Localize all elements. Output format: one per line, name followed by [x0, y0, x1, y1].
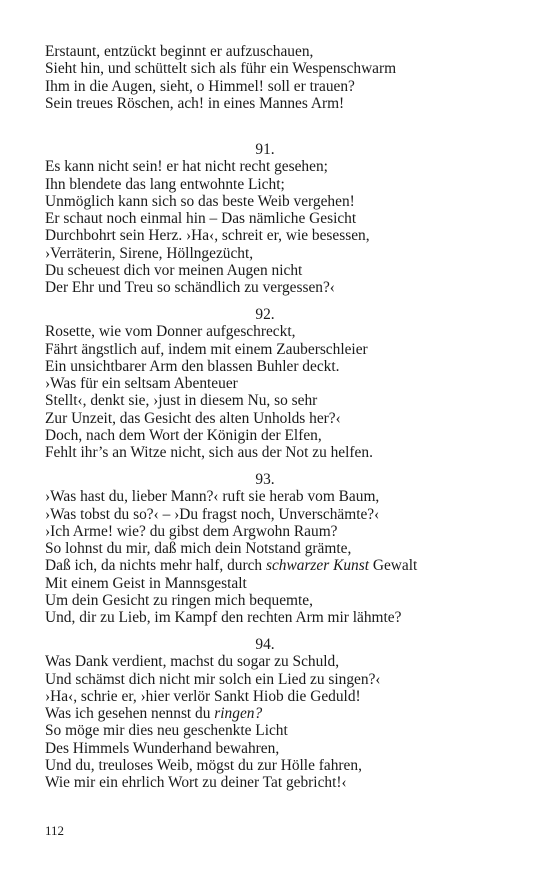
line-text: Erstaunt, entzückt beginnt er aufzuschauen, [45, 43, 314, 60]
verse-line [45, 705, 515, 722]
verse-line [45, 592, 515, 609]
verse-line [45, 227, 515, 244]
verse-line [45, 95, 515, 112]
stanza-number: 92. [255, 306, 275, 323]
line-text: Fehlt ihr’s an Witze nicht, sich aus der Not zu helfen. [45, 444, 373, 462]
verse-line [45, 444, 515, 461]
line-text: Ein unsichtbarer Arm den blassen Buhler deckt. [45, 357, 340, 375]
line-text: Es kann nicht sein! er hat nicht recht gesehen; [45, 158, 328, 176]
verse-line [45, 653, 515, 670]
line-text: Ihm in die Augen, sieht, o Himmel! soll er trauen? [45, 77, 355, 95]
verse-line [45, 375, 515, 392]
verse-line [45, 392, 515, 409]
verse-line [45, 210, 515, 227]
line-text: Fährt ängstlich auf, indem mit einem Zauberschleier [45, 340, 368, 358]
line-text: So möge mir dies neu geschenkte Licht [45, 722, 288, 740]
verse-line [45, 722, 515, 739]
emphasis-text: schwarzer Kunst [265, 557, 370, 575]
verse-line [45, 176, 515, 193]
verse-line [45, 506, 515, 523]
emphasis-text: ringen? [214, 705, 263, 723]
line-text: ›Was tobst du so?‹ – ›Du fragst noch, Unverschämte?‹ [45, 505, 380, 523]
verse-line [45, 410, 515, 427]
line-text: Stellt‹, denkt sie, ›just in diesem Nu, so sehr [45, 392, 318, 410]
stanza-number: 91. [255, 141, 275, 158]
line-text: Und, dir zu Lieb, im Kampf den rechten Arm mir lähmte? [45, 609, 402, 627]
verse-line [45, 540, 515, 557]
verse-line [45, 279, 515, 296]
line-text: ›Verräterin, Sirene, Höllngezücht, [45, 244, 254, 262]
verse-line [45, 609, 515, 626]
stanza [45, 43, 515, 112]
line-text: Der Ehr und Treu so schändlich zu vergessen?‹ [45, 279, 335, 297]
line-text: Und du, treuloses Weib, mögst du zur Hölle fahren, [45, 757, 362, 775]
verse-line [45, 575, 515, 592]
verse-line [45, 427, 515, 444]
line-text: Ihn blendete das lang entwohnte Licht; [45, 175, 285, 193]
line-text: Und schämst dich nicht mir solch ein Lied zu singen?‹ [45, 670, 381, 688]
stanza [45, 141, 515, 297]
stanza-number: 93. [255, 471, 275, 488]
verse-line [45, 688, 515, 705]
stanza-number: 94. [255, 636, 275, 653]
verse-line [45, 78, 515, 95]
line-text: Rosette, wie vom Donner aufgeschreckt, [45, 323, 296, 341]
verse-line [45, 774, 515, 791]
verse-line [45, 60, 515, 77]
line-text: Sein treues Röschen, ach! in eines Mannes Arm! [45, 94, 345, 112]
line-text: Um dein Gesicht zu ringen mich bequemte, [45, 592, 313, 610]
line-text: ›Ha‹, schrie er, ›hier verlör Sankt Hiob die Geduld! [45, 687, 361, 705]
line-text: Was ich gesehen nennst du [45, 705, 215, 723]
line-text: Unmöglich kann sich so das beste Weib vergehen! [45, 192, 355, 210]
stanza [45, 306, 515, 462]
line-text: Er schaut noch einmal hin – Das nämliche Gesicht [45, 210, 357, 228]
verse-line [45, 245, 515, 262]
line-text: So lohnst du mir, daß mich dein Notstand grämte, [45, 540, 352, 558]
verse-line [45, 262, 515, 279]
line-text: Mit einem Geist in Mannsgestalt [45, 574, 247, 592]
line-text: Gewalt [369, 557, 418, 575]
verse-line [45, 158, 515, 175]
line-text: Sieht hin, und schüttelt sich als führ ein Wespenschwarm [45, 60, 397, 78]
line-text: Des Himmels Wunderhand bewahren, [45, 739, 280, 757]
verse-line [45, 757, 515, 774]
verse-line [45, 358, 515, 375]
page-number: 112 [45, 823, 65, 838]
line-text: ›Was für ein seltsam Abenteuer [45, 375, 238, 393]
line-text: Durchbohrt sein Herz. ›Ha‹, schreit er, wie besessen, [45, 227, 370, 245]
verse-line [45, 341, 515, 358]
line-text: ›Was hast du, lieber Mann?‹ ruft sie herab vom Baum, [45, 488, 380, 506]
stanza [45, 471, 515, 627]
verse-line [45, 671, 515, 688]
verse-line [45, 488, 515, 505]
verse-line [45, 523, 515, 540]
verse-line [45, 740, 515, 757]
line-text: Daß ich, da nichts mehr half, durch [45, 557, 266, 575]
line-text: Doch, nach dem Wort der Königin der Elfen, [45, 427, 322, 445]
verse-line [45, 557, 515, 574]
line-text: Was Dank verdient, machst du sogar zu Schuld, [45, 653, 340, 671]
line-text: Du scheuest dich vor meinen Augen nicht [45, 262, 303, 280]
line-text: Zur Unzeit, das Gesicht des alten Unholds her?‹ [45, 409, 341, 427]
verse-line [45, 323, 515, 340]
line-text: ›Ich Arme! wie? du gibst dem Argwohn Raum? [45, 522, 338, 540]
line-text: Wie mir ein ehrlich Wort zu deiner Tat gebricht!‹ [45, 774, 347, 792]
verse-line [45, 43, 515, 60]
stanza [45, 636, 515, 792]
verse-line [45, 193, 515, 210]
